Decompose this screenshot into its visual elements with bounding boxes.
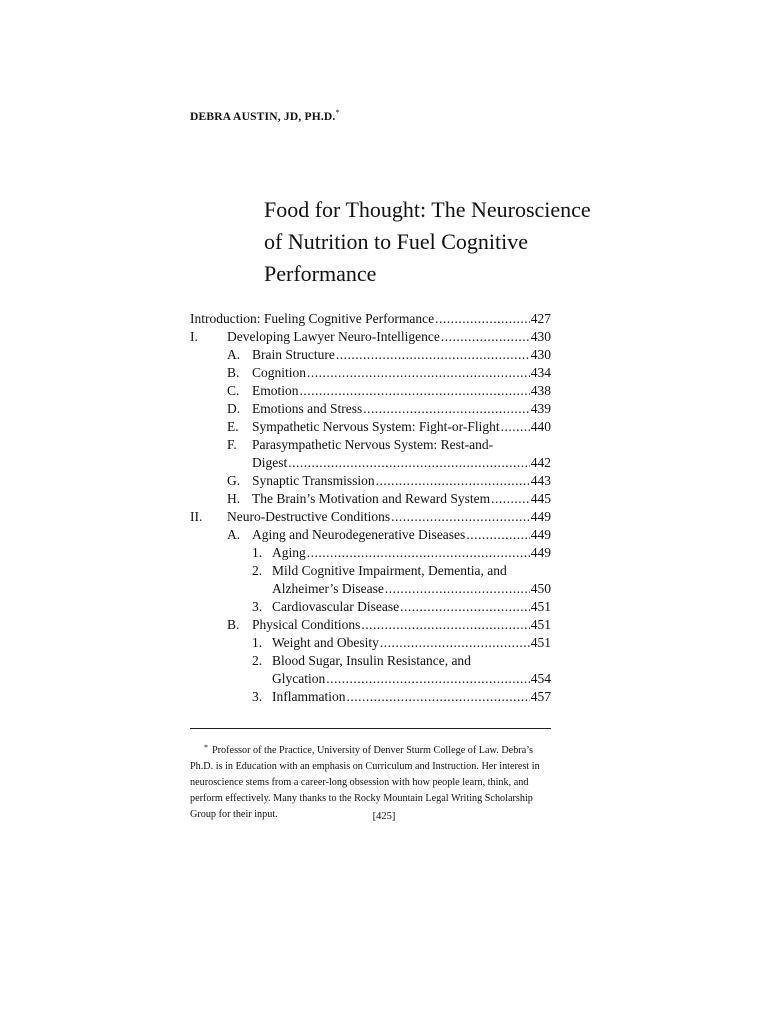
toc-page: 439 xyxy=(530,401,551,416)
toc-number: I. xyxy=(190,329,198,344)
toc-entry-2a2-continued xyxy=(190,580,551,598)
title-line-2: of Nutrition to Fuel Cognitive xyxy=(264,229,528,254)
toc-number: 2. xyxy=(252,653,263,668)
title-line-3: Performance xyxy=(264,261,377,286)
toc-entry-1b xyxy=(190,364,551,382)
toc-page: 449 xyxy=(530,545,551,560)
toc-entry-2a3 xyxy=(190,598,551,616)
toc-label: Cognition xyxy=(252,365,307,380)
footnote-text: Professor of the Practice, University of Denver Sturm College of Law. Debra’s Ph.D. is in Education with an emphasis on Curriculum and Instruction. Her interest in neuroscience stems from a career-long obsession with how people learn, think, and perform effectively. Many thanks to the Rocky Mountain Legal Writing Scholarship Group for their input. xyxy=(190,745,540,820)
footnote-divider xyxy=(190,728,551,729)
toc-number: II. xyxy=(190,509,203,524)
toc-number: H. xyxy=(227,491,241,506)
toc-entry-introduction xyxy=(190,310,551,328)
toc-number: 2. xyxy=(252,563,263,578)
toc-label: Sympathetic Nervous System: Fight-or-Flight xyxy=(252,419,500,434)
toc-label: Parasympathetic Nervous System: Rest-and- xyxy=(252,437,494,452)
toc-label: Synaptic Transmission xyxy=(252,473,375,488)
toc-number: E. xyxy=(227,419,239,434)
toc-entry-1g xyxy=(190,472,551,490)
toc-number: A. xyxy=(227,527,241,542)
toc-label: Emotion xyxy=(252,383,299,398)
toc-number: 1. xyxy=(252,545,263,560)
toc-entry-1f-continued xyxy=(190,454,551,472)
toc-page: 434 xyxy=(530,365,551,380)
toc-page: 443 xyxy=(530,473,551,488)
toc-page: 440 xyxy=(530,419,551,434)
toc-page: 430 xyxy=(530,347,551,362)
toc-number: 1. xyxy=(252,635,263,650)
toc-entry-2b xyxy=(190,616,551,634)
author-line xyxy=(190,108,340,123)
table-of-contents xyxy=(190,310,551,706)
toc-page: 457 xyxy=(530,689,551,704)
toc-page: 450 xyxy=(530,581,551,596)
toc-number: 3. xyxy=(252,599,263,614)
toc-label: Aging xyxy=(272,545,306,560)
toc-label: The Brain’s Motivation and Reward System xyxy=(252,491,491,506)
toc-page: 430 xyxy=(530,329,551,344)
toc-page: 451 xyxy=(530,635,551,650)
toc-label: Weight and Obesity xyxy=(272,635,379,650)
toc-number: A. xyxy=(227,347,241,362)
toc-page: 454 xyxy=(530,671,551,686)
footnote-mark: * xyxy=(204,743,208,752)
toc-entry-2b3 xyxy=(190,688,551,706)
toc-entry-1c xyxy=(190,382,551,400)
toc-number: G. xyxy=(227,473,241,488)
toc-page: 442 xyxy=(530,455,551,470)
toc-entry-2a2 xyxy=(190,562,551,580)
toc-label: Cardiovascular Disease xyxy=(272,599,400,614)
toc-page: 427 xyxy=(530,311,551,326)
toc-label-continued: Digest xyxy=(252,455,288,470)
toc-label: Aging and Neurodegenerative Diseases xyxy=(252,527,466,542)
author-footnote-mark: * xyxy=(335,108,340,117)
toc-label: Introduction: Fueling Cognitive Performance xyxy=(190,311,435,326)
toc-entry-2b2-continued xyxy=(190,670,551,688)
toc-page: 449 xyxy=(530,527,551,542)
toc-page: 438 xyxy=(530,383,551,398)
toc-entry-2b2 xyxy=(190,652,551,670)
toc-label: Emotions and Stress xyxy=(252,401,363,416)
toc-label: Blood Sugar, Insulin Resistance, and xyxy=(272,653,471,668)
title-line-1: Food for Thought: The Neuroscience xyxy=(264,197,591,222)
toc-label: Developing Lawyer Neuro-Intelligence xyxy=(227,329,440,344)
toc-entry-section-2 xyxy=(190,508,551,526)
toc-entry-2a xyxy=(190,526,551,544)
toc-label-continued: Glycation xyxy=(272,671,326,686)
toc-entry-2a1 xyxy=(190,544,551,562)
toc-entry-1a xyxy=(190,346,551,364)
page-number: [425] xyxy=(372,811,396,822)
toc-label: Brain Structure xyxy=(252,347,335,362)
toc-number: C. xyxy=(227,383,240,398)
toc-page: 445 xyxy=(530,491,551,506)
toc-page: 449 xyxy=(530,509,551,524)
article-title xyxy=(264,194,594,290)
toc-entry-1f xyxy=(190,436,551,454)
toc-number: F. xyxy=(227,437,237,452)
toc-page: 451 xyxy=(530,617,551,632)
toc-entry-1d xyxy=(190,400,551,418)
toc-page: 451 xyxy=(530,599,551,614)
toc-label: Inflammation xyxy=(272,689,346,704)
toc-number: B. xyxy=(227,365,240,380)
toc-entry-2b1 xyxy=(190,634,551,652)
toc-number: D. xyxy=(227,401,241,416)
toc-label-continued: Alzheimer’s Disease xyxy=(272,581,384,596)
toc-label: Neuro-Destructive Conditions xyxy=(227,509,391,524)
toc-number: B. xyxy=(227,617,240,632)
toc-entry-section-1 xyxy=(190,328,551,346)
toc-entry-1h xyxy=(190,490,551,508)
toc-label: Physical Conditions xyxy=(252,617,361,632)
toc-label: Mild Cognitive Impairment, Dementia, and xyxy=(272,563,507,578)
toc-entry-1e xyxy=(190,418,551,436)
toc-number: 3. xyxy=(252,689,263,704)
author-name: DEBRA AUSTIN, JD, PH.D. xyxy=(190,111,336,123)
